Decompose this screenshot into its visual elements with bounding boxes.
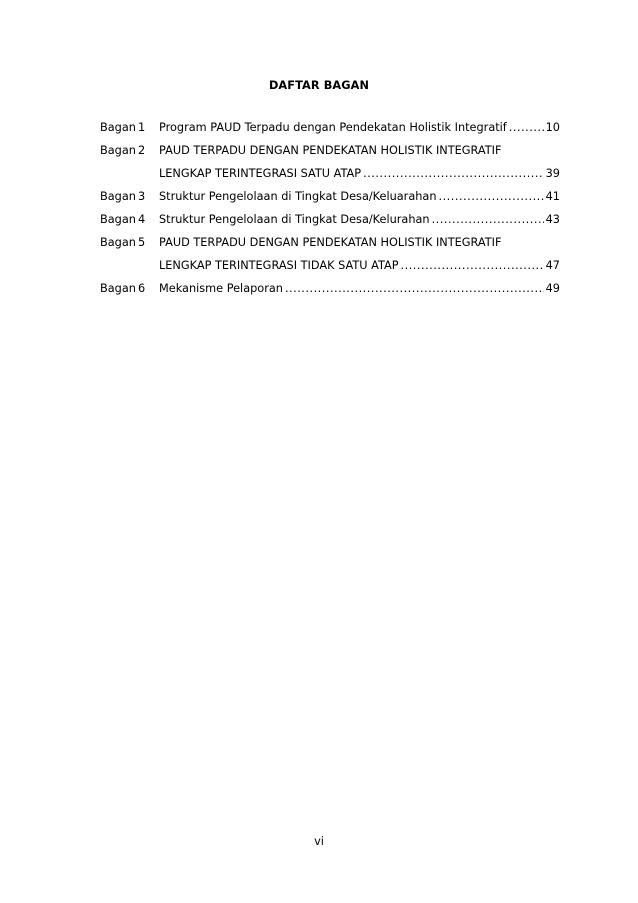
dot-leader bbox=[285, 277, 544, 300]
toc-entry-5[interactable] bbox=[100, 231, 560, 277]
toc-entry-1[interactable] bbox=[100, 116, 560, 139]
entry-title-line-2: LENGKAP TERINTEGRASI SATU ATAP bbox=[159, 167, 362, 180]
entry-page-number: 10 bbox=[545, 121, 560, 134]
page-number-footer: vi bbox=[314, 835, 324, 848]
toc-entry-3[interactable] bbox=[100, 185, 560, 208]
table-of-charts bbox=[100, 116, 560, 300]
page-title: DAFTAR BAGAN bbox=[268, 79, 370, 92]
entry-number: 4 bbox=[138, 213, 146, 226]
entry-title: Struktur Pengelolaan di Tingkat Desa/Kelurahan bbox=[159, 213, 430, 226]
entry-page-number: 41 bbox=[545, 190, 560, 203]
entry-page-number: 47 bbox=[545, 259, 560, 272]
entry-title-line-1: PAUD TERPADU DENGAN PENDEKATAN HOLISTIK INTEGRATIF bbox=[159, 144, 502, 157]
entry-number: 6 bbox=[138, 282, 146, 295]
entry-page-number: 39 bbox=[545, 167, 560, 180]
entry-label: Bagan bbox=[100, 236, 136, 249]
entry-title-line-1: PAUD TERPADU DENGAN PENDEKATAN HOLISTIK INTEGRATIF bbox=[159, 236, 502, 249]
toc-entry-2[interactable] bbox=[100, 139, 560, 185]
entry-label: Bagan bbox=[100, 282, 136, 295]
entry-number: 3 bbox=[138, 190, 146, 203]
entry-page-number: 43 bbox=[545, 213, 560, 226]
dot-leader bbox=[432, 208, 544, 231]
entry-page-number: 49 bbox=[545, 282, 560, 295]
dot-leader bbox=[363, 162, 544, 185]
dot-leader bbox=[509, 116, 544, 139]
entry-title: Mekanisme Pelaporan bbox=[159, 282, 283, 295]
entry-title: Struktur Pengelolaan di Tingkat Desa/Keluarahan bbox=[159, 190, 437, 203]
entry-number: 2 bbox=[138, 144, 146, 157]
entry-number: 1 bbox=[138, 121, 146, 134]
entry-label: Bagan bbox=[100, 213, 136, 226]
dot-leader bbox=[401, 254, 544, 277]
entry-label: Bagan bbox=[100, 190, 136, 203]
toc-entry-4[interactable] bbox=[100, 208, 560, 231]
toc-entry-6[interactable] bbox=[100, 277, 560, 300]
entry-title-line-2: LENGKAP TERINTEGRASI TIDAK SATU ATAP bbox=[159, 259, 399, 272]
dot-leader bbox=[439, 185, 544, 208]
entry-title: Program PAUD Terpadu dengan Pendekatan Holistik Integratif bbox=[159, 121, 507, 134]
entry-number: 5 bbox=[138, 236, 146, 249]
entry-label: Bagan bbox=[100, 121, 136, 134]
entry-label: Bagan bbox=[100, 144, 136, 157]
